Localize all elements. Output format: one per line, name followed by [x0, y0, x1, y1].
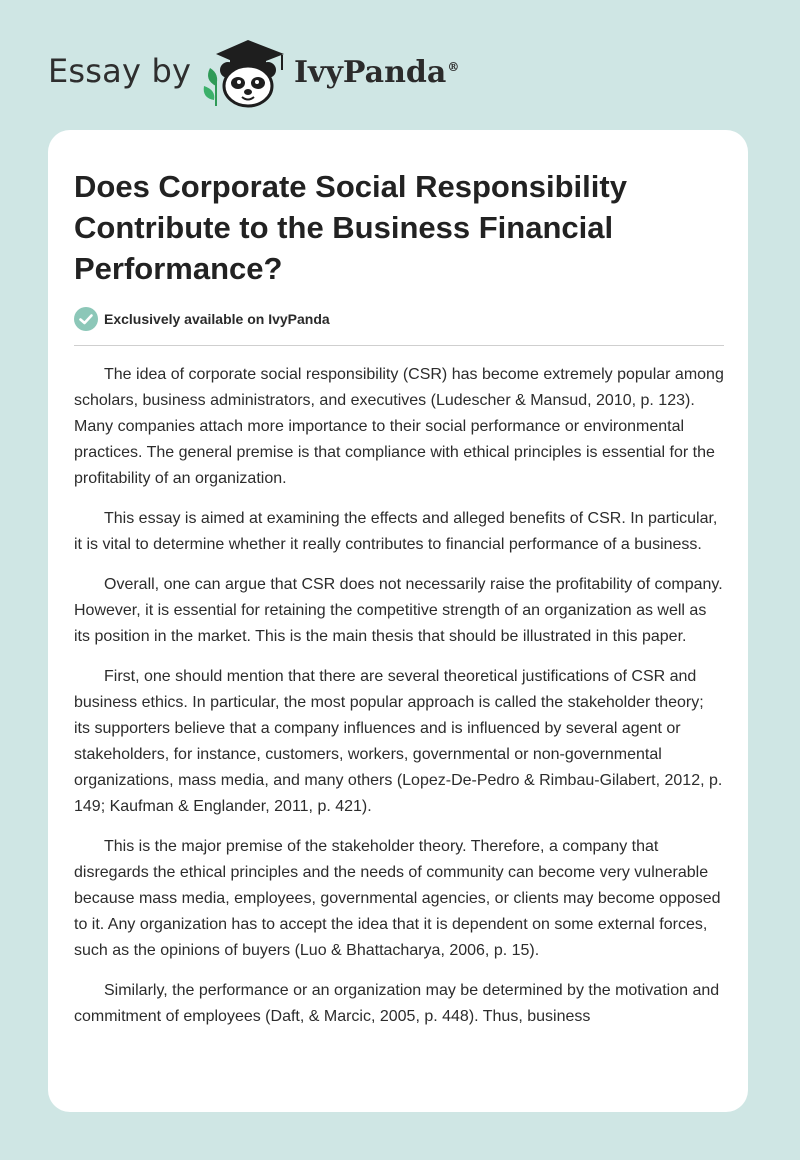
paragraph: Overall, one can argue that CSR does not necessarily raise the profitability of company. However, it is essential for retaining the competitive strength of an organization as well as its position in the market. This is the main thesis that should be illustrated in this paper. — [74, 576, 723, 645]
check-circle-icon — [74, 307, 98, 331]
brand-name: IvyPanda — [294, 55, 447, 90]
paragraph: First, one should mention that there are several theoretical justifications of CSR and business ethics. In particular, the most popular approach is called the stakeholder theory; its supporters believe that a company influences and is influenced by several agent or stakeholders, for instance, customers, workers, governmental or non-governmental organizations, mass media, and many others (Lopez-De-Pedro & Rimbau-Gilabert, 2012, p. 149; Kaufman & Englander, 2011, p. 421). — [74, 668, 723, 815]
trademark-symbol: ® — [447, 60, 460, 74]
exclusive-badge — [74, 306, 330, 332]
essay-title: Does Corporate Social Responsibility Contribute to the Business Financial Performance? — [74, 169, 627, 286]
paragraph: This essay is aimed at examining the effects and alleged benefits of CSR. In particular, it is vital to determine whether it really contributes to financial performance of a business. — [74, 510, 718, 553]
divider — [74, 345, 724, 346]
essay-card — [48, 130, 748, 1112]
panda-graduation-cap-icon[interactable] — [200, 34, 290, 110]
paragraph: This is the major premise of the stakeholder theory. Therefore, a company that disregards the ethical principles and the needs of community can become very vulnerable because mass media, employees, governmental agencies, or clients may become opposed to it. Any organization has to accept the idea that it is dependent on some external forces, such as the opinions of buyers (Luo & Bhattacharya, 2006, p. 15). — [74, 838, 721, 959]
paragraph: Similarly, the performance or an organization may be determined by the motivation and commitment of employees (Daft, & Marcic, 2005, p. 448). Thus, business — [74, 982, 720, 1025]
site-header — [0, 0, 800, 130]
essay-by-label: Essay by — [48, 52, 192, 90]
brand-logo-text[interactable] — [294, 55, 459, 90]
exclusive-badge-label: Exclusively available on IvyPanda — [104, 311, 330, 327]
essay-body — [74, 362, 724, 1044]
paragraph: The idea of corporate social responsibility (CSR) has become extremely popular among scholars, business administrators, and executives (Ludescher & Mansud, 2010, p. 123). Many companies attach more importance to their social performance or environmental practices. The general premise is that compliance with ethical principles is essential for the profitability of an organization. — [74, 366, 724, 487]
